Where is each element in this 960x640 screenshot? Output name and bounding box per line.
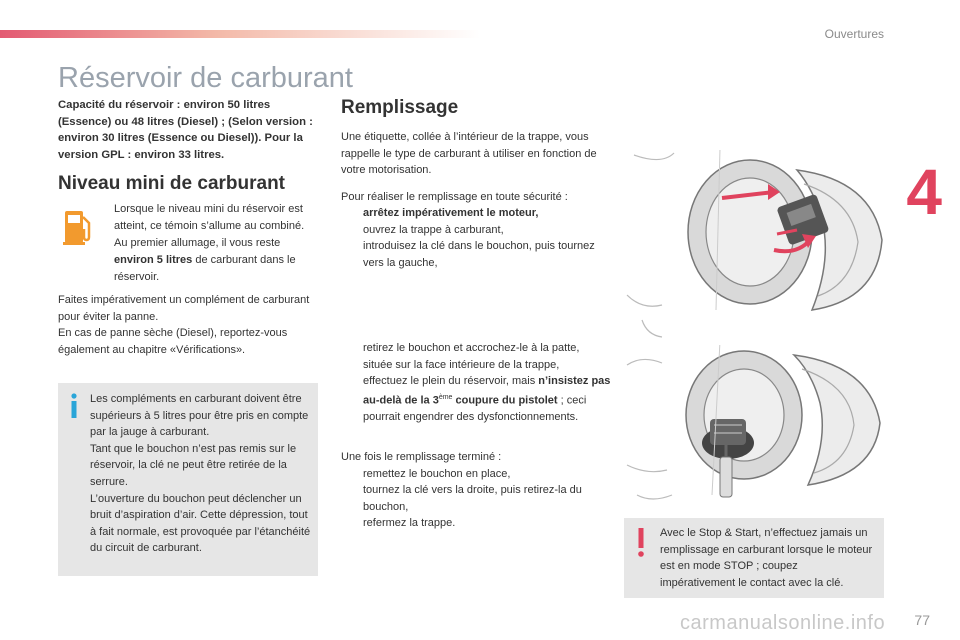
watermark: carmanualsonline.info	[680, 612, 886, 634]
middle-column	[341, 97, 611, 532]
remplissage-heading: Remplissage	[341, 97, 459, 118]
info-text-2: Tant que le bouchon n’est pas remis sur le réservoir, la clé ne peut être retirée de la serrure.	[90, 442, 297, 488]
chapter-number: 4	[906, 156, 942, 228]
list-item: effectuez le plein du réservoir, mais n’insistez pas au-delà de la 3ème coupure du pistolet ; ceci pourrait engendrer des dysfonctionnements.	[363, 375, 611, 423]
fuel-cap-removed-illustration	[682, 345, 888, 505]
safety-intro: Pour réaliser le remplissage en toute sécurité :	[341, 190, 568, 203]
left-column	[58, 97, 318, 358]
warning-text: Avec le Stop & Start, n’effectuez jamais un remplissage en carburant lorsque le moteur est en mode STOP ; coupez impérativement le contact avec la clé.	[660, 527, 873, 589]
niveau-heading: Niveau mini de carburant	[58, 173, 286, 194]
exclamation-icon	[636, 528, 646, 558]
info-icon	[68, 393, 80, 419]
niveau-para1: Faites impérativement un complément de carburant pour éviter la panne.	[58, 294, 310, 323]
info-text-3: L’ouverture du bouchon peut déclencher un bruit d’aspiration d’air. Cette dépression, tout à fait normale, est provoquée par l’étanchéité du circuit de carburant.	[90, 492, 311, 555]
filling-steps-list	[341, 340, 611, 425]
list-item: remettez le bouchon en place,	[363, 467, 511, 480]
list-item: tournez la clé vers la droite, puis retirez-la du bouchon,	[363, 484, 582, 513]
page-title: Réservoir de carburant	[58, 62, 353, 94]
safety-steps-list	[341, 205, 611, 271]
section-label: Ouvertures	[824, 27, 884, 41]
fuel-flap-open-illustration	[682, 150, 888, 330]
page-number: 77	[914, 612, 930, 628]
capacity-text: Capacité du réservoir : environ 50 litres (Essence) ou 48 litres (Diesel) ; (Selon version : environ 30 litres (Essence ou Diesel)). Pour la version GPL : environ 33 litres.	[58, 99, 313, 161]
niveau-block	[58, 201, 318, 286]
after-intro: Une fois le remplissage terminé :	[341, 451, 502, 464]
list-item: introduisez la clé dans le bouchon, puis tournez vers la gauche,	[363, 240, 595, 269]
info-text-1: Les compléments en carburant doivent être supérieurs à 5 litres pour être pris en compte par la jauge à carburant.	[90, 393, 309, 439]
list-item: retirez le bouchon et accrochez-le à la patte, située sur la face intérieure de la trappe,	[363, 342, 580, 371]
niveau-text: Lorsque le niveau mini du réservoir est atteint, ce témoin s’allume au combiné. Au premier allumage, il vous reste environ 5 litres de carburant dans le réservoir.	[114, 203, 305, 283]
fuel-pump-icon	[62, 207, 94, 247]
list-item: ouvrez la trappe à carburant,	[363, 223, 504, 236]
remplissage-intro: Une étiquette, collée à l’intérieur de la trappe, vous rappelle le type de carburant à utiliser en fonction de votre motorisation.	[341, 131, 597, 176]
info-box	[58, 383, 318, 576]
list-item: refermez la trappe.	[363, 517, 456, 530]
after-steps-list	[341, 466, 611, 532]
warning-box	[624, 518, 884, 598]
list-item: arrêtez impérativement le moteur,	[363, 207, 539, 219]
niveau-para2: En cas de panne sèche (Diesel), reportez-vous également au chapitre «Vérifications».	[58, 327, 288, 356]
header-gradient-bar	[0, 30, 480, 38]
